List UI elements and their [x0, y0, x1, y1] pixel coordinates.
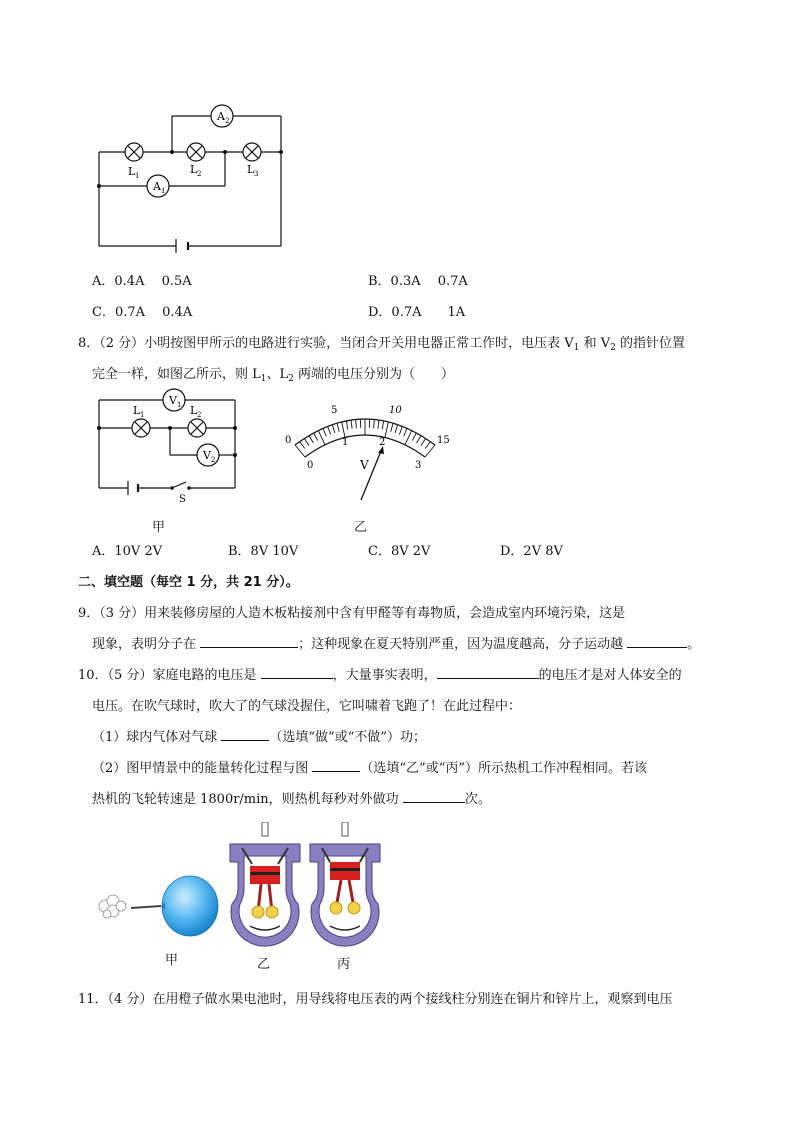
svg-text:2: 2	[197, 170, 202, 178]
svg-text:1: 1	[161, 187, 166, 195]
scale-bottom-3: 3	[415, 460, 422, 471]
dial-tick	[342, 422, 345, 438]
dial-tick	[351, 420, 352, 429]
figure-jia-caption: 甲	[152, 520, 166, 535]
svg-text:2: 2	[225, 117, 230, 125]
engine-figure-bing	[308, 822, 382, 947]
caption-bing: 丙	[337, 957, 351, 972]
q8-option-c: C．8V 2V	[368, 544, 431, 559]
q9-line2: 现象，表明分子在 ；这种现象在夏天特别严重，因为温度越高，分子运动越 。	[92, 637, 701, 652]
dial-tick	[304, 439, 309, 446]
dial-tick	[374, 419, 375, 428]
svg-text:1: 1	[135, 172, 140, 180]
scale-top-5: 5	[331, 405, 338, 416]
svg-text:1: 1	[140, 411, 145, 419]
blank-q10-2[interactable]	[437, 666, 539, 679]
dial-tick	[337, 423, 339, 431]
section-title: 二、填空题（每空 1 分，共 21 分）。	[78, 575, 299, 590]
q7-option-b: B．0.3A 0.7A	[368, 274, 468, 289]
caption-yi: 乙	[257, 957, 271, 972]
svg-text:L: L	[133, 404, 141, 417]
dial-tick	[300, 442, 305, 449]
circuit-diagram-q8	[92, 388, 242, 508]
q10-line3: （1）球内气体对气球 （选填“做”或“不做”）功；	[92, 730, 426, 745]
circuit-diagram-q7	[90, 100, 300, 255]
q11-line1: 11．（4 分）在用橙子做水果电池时，用导线将电压表的两个接线柱分别连在铜片和锌片上，观察到电压	[78, 992, 673, 1007]
q10-line4: （2）图甲情景中的能量转化过程与图 （选填“乙”或“丙”）所示热机工作冲程相同。若该	[92, 761, 647, 776]
dial-tick	[417, 436, 421, 443]
engine-figure-yi	[228, 822, 302, 947]
q10-line1: 10．（5 分）家庭电路的电压是 ，大量事实表明， 的电压才是对人体安全的	[78, 668, 682, 683]
blank-q10-4[interactable]	[312, 759, 360, 772]
scale-top-0: 0	[285, 435, 292, 446]
svg-text:L: L	[190, 404, 198, 417]
blank-q9-1[interactable]	[200, 635, 298, 648]
figure-yi-caption: 乙	[354, 520, 368, 535]
dial-tick	[391, 423, 393, 431]
dial-tick	[332, 425, 335, 433]
svg-text:3: 3	[254, 170, 259, 178]
svg-text:2: 2	[197, 411, 202, 419]
dial-tick	[328, 426, 331, 434]
blank-q9-2[interactable]	[627, 635, 687, 648]
meter-unit: V	[360, 458, 369, 472]
dial-tick	[346, 421, 347, 430]
caption-jia: 甲	[165, 953, 179, 968]
dial-tick	[323, 428, 326, 436]
scale-bottom-2: 2	[379, 437, 386, 448]
blank-q10-1[interactable]	[261, 666, 333, 679]
dial-tick	[405, 431, 412, 445]
blank-q10-3[interactable]	[221, 728, 269, 741]
ammeter-a2-label: A	[217, 110, 225, 123]
scale-bottom-0: 0	[307, 460, 314, 471]
dial-tick	[399, 426, 402, 434]
q7-option-a: A．0.4A 0.5A	[92, 274, 192, 289]
scale-top-15: 15	[437, 435, 450, 446]
q8-stem-line1: 8．（2 分）小明按图甲所示的电路进行实验，当闭合开关用电器正常工作时，电压表 $V_1$ 和 $V_2$ 的指针位置	[78, 336, 685, 353]
scale-top-10: 10	[389, 405, 402, 416]
voltmeter-dial	[275, 395, 455, 505]
lamp-l3-label: L	[247, 163, 255, 176]
switch-label: S	[179, 494, 186, 505]
svg-text:V: V	[169, 394, 177, 407]
q7-option-d: D．0.7A 1A	[368, 305, 466, 320]
dial-tick	[425, 442, 430, 449]
dial-tick	[412, 433, 416, 441]
dial-tick	[385, 422, 388, 438]
dial-tick	[314, 433, 318, 441]
svg-text:2: 2	[211, 456, 216, 464]
balloon-figure	[95, 870, 230, 940]
svg-text:1: 1	[177, 401, 182, 409]
dial-tick	[378, 420, 379, 429]
dial-tick	[309, 436, 313, 443]
q7-option-c: C．0.7A 0.4A	[92, 305, 193, 320]
scale-bottom-1: 1	[342, 437, 349, 448]
dial-tick	[318, 431, 325, 445]
svg-text:V: V	[203, 449, 211, 462]
dial-tick	[404, 428, 407, 436]
lamp-l2-label: L	[190, 163, 198, 176]
q10-line5: 热机的飞轮转速是 1800r/min，则热机每秒对外做功 次。	[92, 792, 491, 807]
dial-tick	[395, 425, 398, 433]
dial-tick	[382, 421, 383, 430]
q8-option-b: B．8V 10V	[228, 544, 299, 559]
q8-stem-line2: 完全一样，如图乙所示，则 $L_1$、$L_2$ 两端的电压分别为（ ）	[92, 367, 455, 384]
q8-option-a: A．10V 2V	[92, 544, 163, 559]
q8-option-d: D．2V 8V	[500, 544, 563, 559]
blank-q10-5[interactable]	[403, 790, 465, 803]
q9-line1: 9．（3 分）用来装修房屋的人造木板粘接剂中含有甲醛等有毒物质，会造成室内环境污染，这是	[78, 606, 626, 621]
dial-tick	[356, 419, 357, 428]
dial-tick	[421, 439, 426, 446]
ammeter-a1-label: A	[153, 180, 161, 193]
q10-line2: 电压。在吹气球时，吹大了的气球没握住，它叫啸着飞跑了！在此过程中：	[92, 699, 522, 714]
lamp-l1-label: L	[128, 165, 136, 178]
